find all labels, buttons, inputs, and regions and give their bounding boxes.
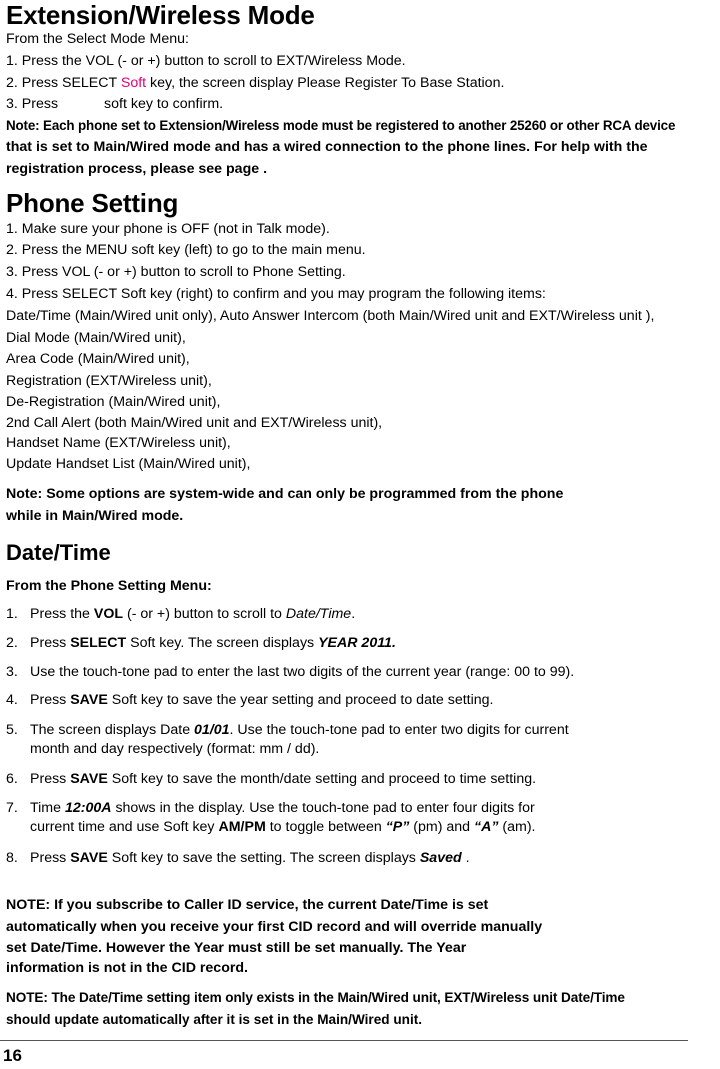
phone-line: Registration (EXT/Wireless unit), <box>6 373 212 389</box>
phone-line: Date/Time (Main/Wired unit only), Auto Answer Intercom (both Main/Wired unit and EXT/Wireless unit ), <box>6 308 655 324</box>
cid-note-line-2: automatically when you receive your first CID record and will override manually <box>6 919 543 935</box>
datetime-step-5: 5. The screen displays Date 01/01. Use the touch-tone pad to enter two digits for current month and day respectively (format: mm / dd). <box>6 722 569 757</box>
phone-line: Area Code (Main/Wired unit), <box>6 351 190 367</box>
ext-step-1: 1. Press the VOL (- or +) button to scroll to EXT/Wireless Mode. <box>6 53 406 69</box>
final-note-line-1: NOTE: The Date/Time setting item only exists in the Main/Wired unit, EXT/Wireless unit Date/Time <box>6 990 625 1005</box>
page-number: 16 <box>3 1046 22 1065</box>
datetime-step-2: 2. Press SELECT Soft key. The screen displays YEAR 2011. <box>6 635 396 651</box>
final-note-line-2: should update automatically after it is set in the Main/Wired unit. <box>6 1012 423 1027</box>
ext-step-2: 2. Press SELECT Soft key, the screen display Please Register To Base Station. <box>6 75 505 91</box>
cid-note-line-4: information is not in the CID record. <box>6 960 248 976</box>
datetime-subtitle: From the Phone Setting Menu: <box>6 578 212 594</box>
datetime-step-3: 3. Use the touch-tone pad to enter the last two digits of the current year (range: 00 to 99). <box>6 664 575 680</box>
datetime-step-1: 1. Press the VOL (- or +) button to scroll to Date/Time. <box>6 606 356 622</box>
phone-setting-title: Phone Setting <box>6 188 179 218</box>
ext-step-3: 3. Press soft key to confirm. <box>6 96 224 112</box>
datetime-step-4: 4. Press SAVE Soft key to save the year setting and proceed to date setting. <box>6 692 494 708</box>
soft-key-text: Soft <box>120 75 147 91</box>
cid-note-line-3: set Date/Time. However the Year must still be set manually. The Year <box>6 940 467 956</box>
phone-line: De-Registration (Main/Wired unit), <box>6 394 221 410</box>
phone-note-line-1: Note: Some options are system-wide and can only be programmed from the phone <box>6 486 564 502</box>
datetime-title: Date/Time <box>6 540 111 565</box>
cid-note-line-1: NOTE: If you subscribe to Caller ID service, the current Date/Time is set <box>6 897 489 913</box>
ext-note-line-2: that is set to Main/Wired mode and has a wired connection to the phone lines. For help with the <box>6 139 648 155</box>
phone-line: 4. Press SELECT Soft key (right) to confirm and you may program the following items: <box>6 286 546 302</box>
phone-line: Dial Mode (Main/Wired unit), <box>6 330 186 346</box>
phone-line: Update Handset List (Main/Wired unit), <box>6 456 251 472</box>
phone-line: 1. Make sure your phone is OFF (not in Talk mode). <box>6 221 330 237</box>
phone-line: 2nd Call Alert (both Main/Wired unit and EXT/Wireless unit), <box>6 415 383 431</box>
datetime-step-8: 8. Press SAVE Soft key to save the setting. The screen displays Saved . <box>6 850 470 866</box>
phone-note-line-2: while in Main/Wired mode. <box>6 508 184 524</box>
phone-line: Handset Name (EXT/Wireless unit), <box>6 435 231 451</box>
ext-title: Extension/Wireless Mode <box>6 0 315 30</box>
ext-intro: From the Select Mode Menu: <box>6 31 189 47</box>
footer-rule <box>0 1040 688 1041</box>
datetime-step-6: 6. Press SAVE Soft key to save the month/date setting and proceed to time setting. <box>6 771 537 787</box>
ext-note-line-3: registration process, please see page . <box>6 161 268 177</box>
ext-note-line-1: Note: Each phone set to Extension/Wireless mode must be registered to another 25260 or other RCA device <box>6 118 676 133</box>
phone-line: 3. Press VOL (- or +) button to scroll to Phone Setting. <box>6 264 346 280</box>
datetime-step-7: 7. Time 12:00A shows in the display. Use the touch-tone pad to enter four digits for current time and use Soft key AM/PM to toggle between “P” (pm) and “A” (am). <box>6 800 536 835</box>
phone-line: 2. Press the MENU soft key (left) to go to the main menu. <box>6 242 366 258</box>
